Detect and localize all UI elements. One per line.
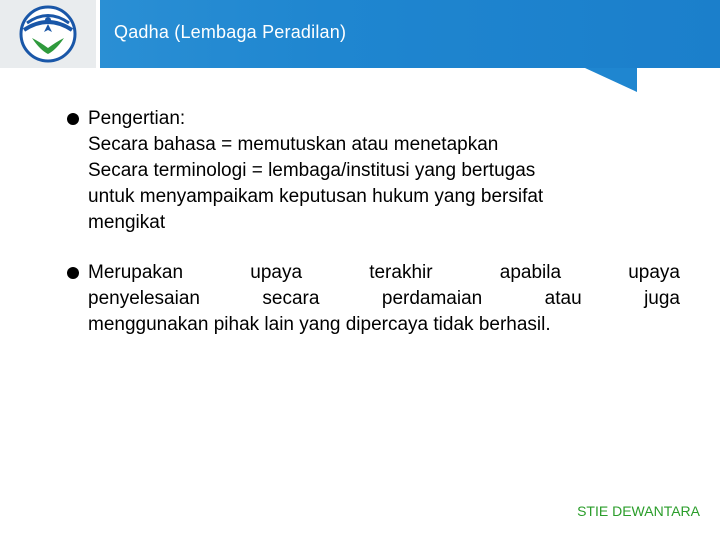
bullet-item-last-effort xyxy=(64,260,680,338)
bullet-dot-icon xyxy=(67,267,79,279)
header-tab-shape xyxy=(585,68,637,92)
bullet-line: Secara bahasa = memutuskan atau menetapkan xyxy=(88,134,499,155)
footer-institution-name: STIE DEWANTARA xyxy=(577,503,700,519)
slide-content xyxy=(64,106,680,338)
bullet-line: mengikat xyxy=(88,212,166,233)
bullet-line: Pengertian: xyxy=(88,108,186,129)
bullet-line: penyelesaian secara perdamaian atau juga xyxy=(88,288,680,309)
slide-title: Qadha (Lembaga Peradilan) xyxy=(114,22,347,42)
bullet-dot-icon xyxy=(67,113,79,125)
institution-logo-icon xyxy=(10,4,86,64)
bullet-line: menggunakan pihak lain yang dipercaya tidak berhasil. xyxy=(88,314,551,335)
bullet-line: untuk menyampaikam keputusan hukum yang bersifat xyxy=(88,186,544,207)
logo-container xyxy=(0,0,100,68)
bullet-item-definition xyxy=(64,106,680,236)
bullet-line: Merupakan upaya terakhir apabila upaya xyxy=(88,262,680,283)
header-bar xyxy=(0,0,720,68)
bullet-line: Secara terminologi = lembaga/institusi yang bertugas xyxy=(88,160,536,181)
